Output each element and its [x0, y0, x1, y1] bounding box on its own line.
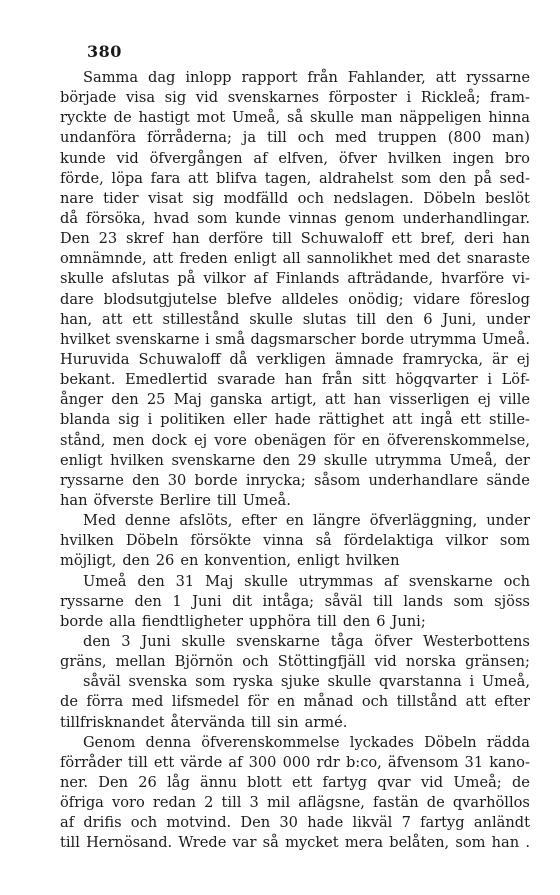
text-line: öfriga voro redan 2 till 3 mil aflägsne, fastän de qvarhöllos	[60, 794, 530, 812]
text-line: bekant. Emedlertid svarade han från sitt högqvarter i Löf-	[60, 371, 530, 389]
text-line: enligt hvilken svenskarne den 29 skulle utrymma Umeå, der	[60, 451, 530, 469]
text-line: Den 23 skref han derföre till Schuwaloff ett bref, deri han	[60, 230, 530, 248]
text-line: ånger den 25 Maj ganska artigt, att han visserligen ej ville	[60, 391, 530, 409]
text-line: ryssarne den 1 Juni dit intåga; såväl till lands som sjöss	[60, 592, 530, 610]
text-line: såväl svenska som ryska sjuke skulle qvarstanna i Umeå,	[83, 673, 530, 691]
page-number: 380	[87, 42, 122, 61]
text-line: tillfrisknandet återvända till sin armé.	[60, 713, 348, 731]
text-line: ner. Den 26 låg ännu blott ett fartyg qvar vid Umeå; de	[60, 773, 530, 791]
text-line: Huruvida Schuwaloff då verkligen ämnade framrycka, är ej	[60, 350, 530, 368]
text-line: Genom denna öfverenskommelse lyckades Döbeln rädda	[83, 733, 530, 751]
text-line: den 3 Juni skulle svenskarne tåga öfver Westerbottens	[83, 632, 530, 650]
text-line: omnämnde, att freden enligt all sannolikhet med det snaraste	[60, 250, 530, 268]
body-text	[60, 68, 530, 853]
text-line: han, att ett stillestånd skulle slutas till den 6 Juni, under	[60, 310, 530, 328]
text-line: blanda sig i politiken eller hade rättighet att ingå ett stille-	[60, 411, 530, 429]
text-line: nare tider visat sig modfälld och nedslagen. Döbeln beslöt	[60, 189, 530, 207]
text-line: till Hernösand. Wrede var så mycket mera belåten, som han .	[60, 834, 530, 852]
text-line: förde, löpa fara att blifva tagen, aldrahelst som den på sed-	[60, 169, 530, 187]
text-line: hvilket svenskarne i små dagsmarscher borde utrymma Umeå.	[60, 330, 530, 348]
text-line: Umeå den 31 Maj skulle utrymmas af svenskarne och	[83, 572, 530, 590]
text-line: ryckte de hastigt mot Umeå, så skulle man näppeligen hinna	[60, 109, 530, 127]
text-line: borde alla fiendtligheter upphöra till den 6 Juni;	[60, 612, 426, 630]
text-line: ryssarne den 30 borde inrycka; såsom underhandlare sände	[60, 471, 530, 489]
text-line: hvilken Döbeln försökte vinna så fördelaktiga vilkor som	[60, 532, 530, 550]
text-line: möjligt, den 26 en konvention, enligt hvilken	[60, 552, 400, 570]
text-line: då försöka, hvad som kunde vinnas genom underhandlingar.	[60, 209, 530, 227]
text-line: kunde vid öfvergången af elfven, öfver hvilken ingen bro	[60, 149, 530, 167]
text-line: af drifis och motvind. Den 30 hade likväl 7 fartyg anländt	[60, 814, 530, 832]
text-line: de förra med lifsmedel för en månad och tillstånd att efter	[60, 693, 530, 711]
text-line: stånd, men dock ej vore obenägen för en öfverenskommelse,	[60, 431, 530, 449]
text-line: undanföra förråderna; ja till och med truppen (800 man)	[60, 129, 530, 147]
text-line: dare blodsutgjutelse blefve alldeles onödig; vidare föreslog	[60, 290, 530, 308]
text-line: gräns, mellan Björnön och Stöttingfjäll vid norska gränsen;	[60, 653, 530, 671]
text-line: skulle afslutas på vilkor af Finlands afträdande, hvarföre vi-	[60, 270, 530, 288]
text-line: Samma dag inlopp rapport från Fahlander, att ryssarne	[83, 69, 530, 86]
text-line: Med denne afslöts, efter en längre öfverläggning, under	[83, 512, 530, 530]
text-line: förråder till ett värde af 300 000 rdr b:co, äfvensom 31 kano-	[60, 753, 530, 771]
text-line: började visa sig vid svenskarnes förposter i Rickleå; fram-	[60, 89, 530, 107]
text-line: han öfverste Berlire till Umeå.	[60, 491, 291, 509]
